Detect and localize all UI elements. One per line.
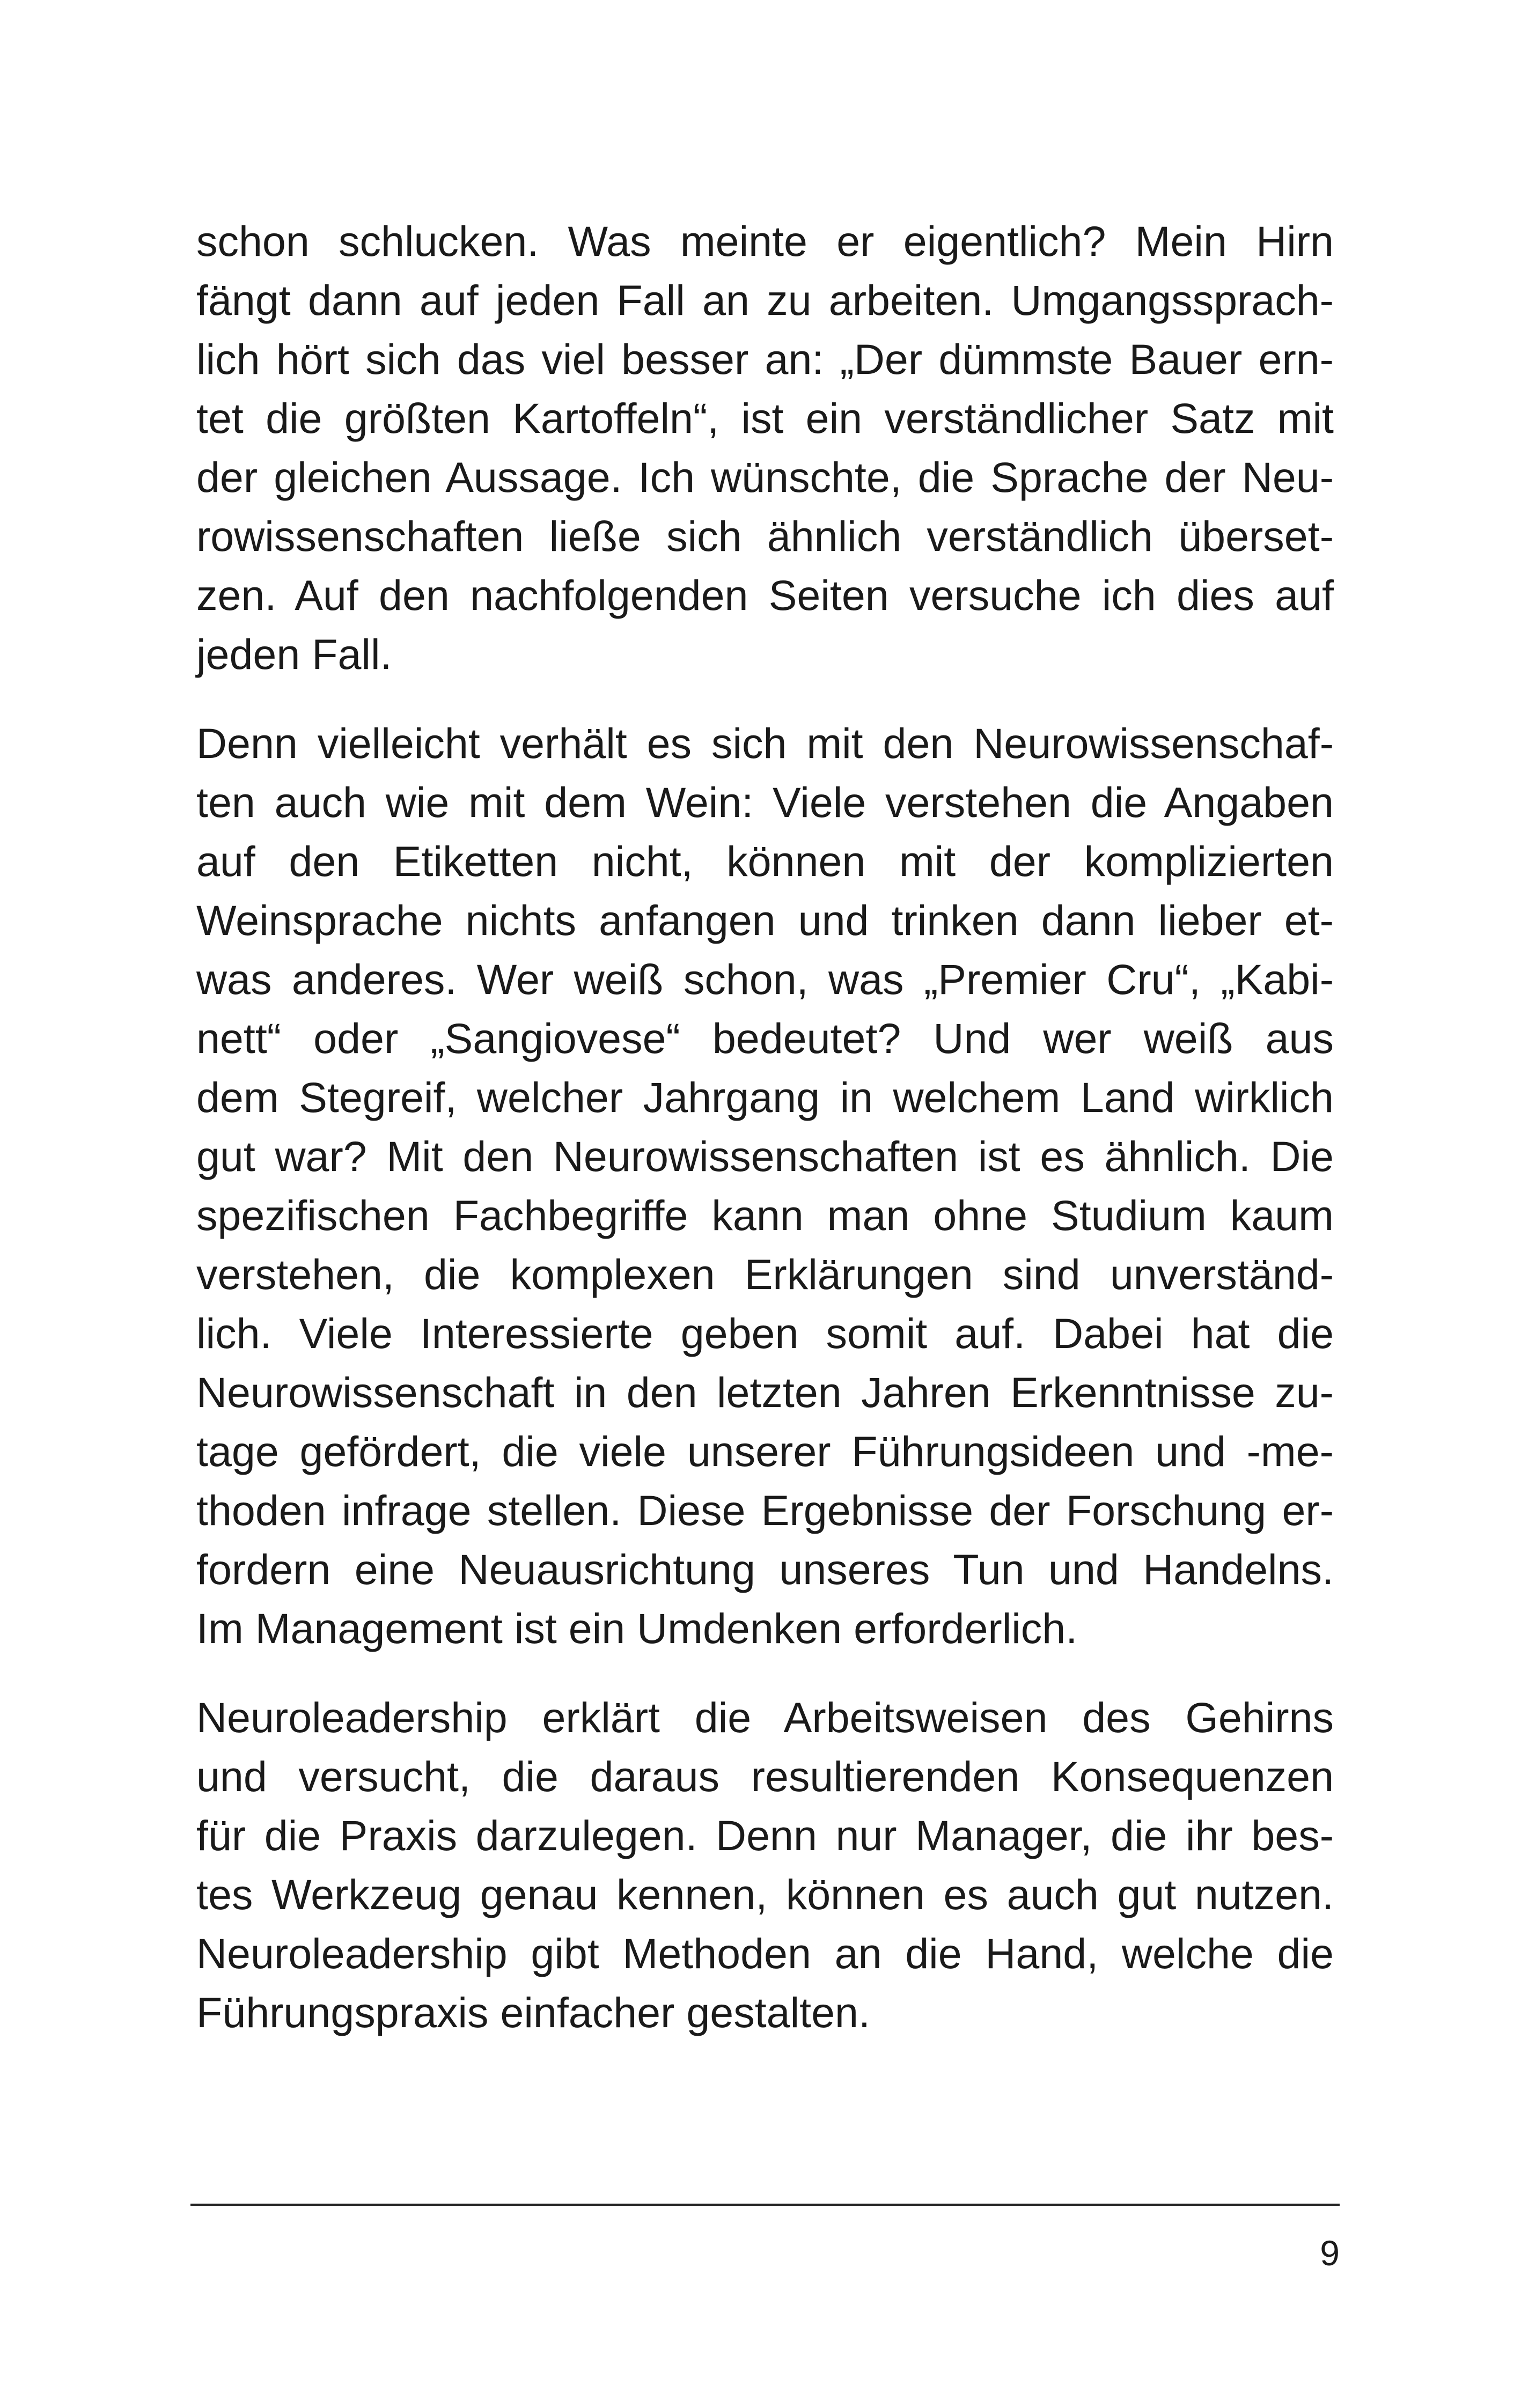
text-line: für die Praxis darzulegen. Denn nur Manager, die ihr bes- bbox=[196, 1811, 1334, 1859]
body-text bbox=[196, 212, 1334, 2072]
text-line: spezifischen Fachbegriffe kann man ohne Studium kaum bbox=[196, 1191, 1334, 1239]
text-line: ten auch wie mit dem Wein: Viele verstehen die Angaben bbox=[196, 778, 1334, 826]
paragraph-2 bbox=[196, 714, 1334, 1658]
text-line: verstehen, die komplexen Erklärungen sind unverständ- bbox=[196, 1250, 1334, 1298]
text-line: Neurowissenschaft in den letzten Jahren Erkenntnisse zu- bbox=[196, 1368, 1334, 1416]
text-line: tet die größten Kartoffeln“, ist ein verständlicher Satz mit bbox=[196, 394, 1334, 442]
text-line: zen. Auf den nachfolgenden Seiten versuche ich dies auf bbox=[196, 571, 1334, 619]
text-line: Neuroleadership erklärt die Arbeitsweisen des Gehirns bbox=[196, 1693, 1334, 1741]
text-line: Im Management ist ein Umdenken erforderlich. bbox=[196, 1604, 1078, 1652]
text-line: schon schlucken. Was meinte er eigentlich? Mein Hirn bbox=[196, 217, 1334, 265]
text-line: gut war? Mit den Neurowissenschaften ist es ähnlich. Die bbox=[196, 1132, 1334, 1180]
text-line: Denn vielleicht verhält es sich mit den Neurowissenschaf- bbox=[196, 719, 1334, 767]
text-line: fordern eine Neuausrichtung unseres Tun und Handelns. bbox=[196, 1545, 1334, 1593]
text-line: thoden infrage stellen. Diese Ergebnisse der Forschung er- bbox=[196, 1486, 1334, 1534]
text-line: lich hört sich das viel besser an: „Der dümmste Bauer ern- bbox=[196, 335, 1334, 383]
text-line: tage gefördert, die viele unserer Führungsideen und -me- bbox=[196, 1427, 1334, 1475]
text-line: jeden Fall. bbox=[196, 630, 392, 678]
text-line: lich. Viele Interessierte geben somit auf. Dabei hat die bbox=[196, 1309, 1334, 1357]
page-number: 9 bbox=[1320, 2233, 1340, 2273]
text-line: Neuroleadership gibt Methoden an die Hand, welche die bbox=[196, 1930, 1334, 1977]
text-line: was anderes. Wer weiß schon, was „Premier Cru“, „Kabi- bbox=[196, 955, 1334, 1003]
text-line: fängt dann auf jeden Fall an zu arbeiten. Umgangssprach- bbox=[196, 276, 1334, 324]
text-line: und versucht, die daraus resultierenden Konsequenzen bbox=[196, 1752, 1334, 1800]
paragraph-3 bbox=[196, 1688, 1334, 2042]
text-line: der gleichen Aussage. Ich wünschte, die Sprache der Neu- bbox=[196, 453, 1334, 501]
text-line: Weinsprache nichts anfangen und trinken dann lieber et- bbox=[196, 896, 1334, 944]
text-line: auf den Etiketten nicht, können mit der komplizierten bbox=[196, 837, 1334, 885]
text-line: nett“ oder „Sangiovese“ bedeutet? Und wer weiß aus bbox=[196, 1014, 1334, 1062]
footer-divider bbox=[190, 2204, 1340, 2206]
paragraph-1 bbox=[196, 212, 1334, 684]
text-line: tes Werkzeug genau kennen, können es auch gut nutzen. bbox=[196, 1871, 1334, 1918]
text-line: Führungspraxis einfacher gestalten. bbox=[196, 1989, 870, 2036]
text-line: rowissenschaften ließe sich ähnlich verständlich überset- bbox=[196, 512, 1334, 560]
text-line: dem Stegreif, welcher Jahrgang in welchem Land wirklich bbox=[196, 1073, 1334, 1121]
